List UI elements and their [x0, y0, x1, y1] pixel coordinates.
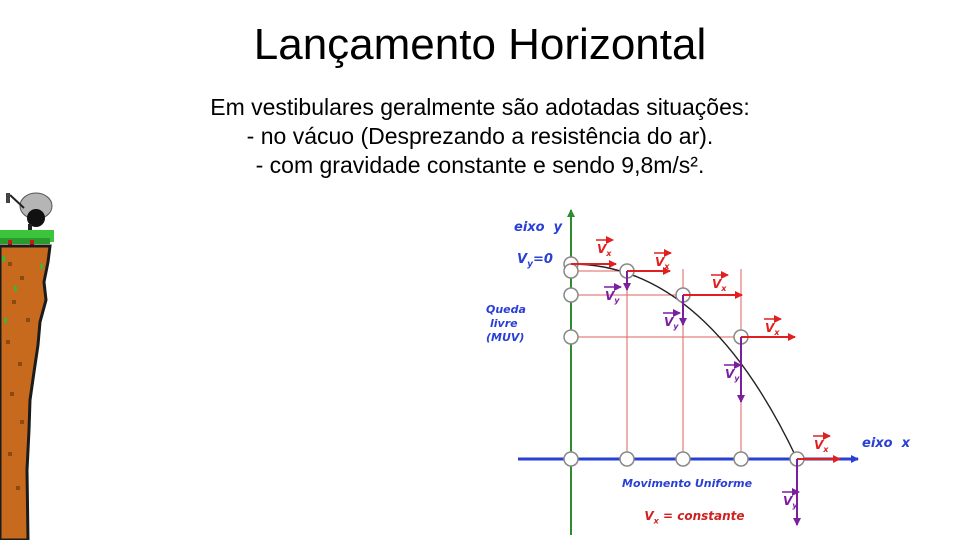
vx-label: $V_x$ — [814, 438, 829, 454]
slide-title: Lançamento Horizontal — [253, 20, 707, 69]
x-projection-ball — [620, 452, 634, 466]
free-fall-line-2: livre — [490, 317, 518, 330]
vy-label: $V_y$ — [725, 367, 740, 383]
y-projection-ball — [564, 452, 578, 466]
vy-zero-rest: =0 — [532, 252, 553, 267]
x-projection-ball — [734, 452, 748, 466]
uniform-motion-label: Movimento Uniforme — [622, 477, 753, 490]
vy-label: $V_y$ — [783, 494, 798, 510]
vx-const-sub: x — [653, 516, 659, 526]
vy-zero-main: V — [517, 252, 528, 267]
x-projection-ball — [676, 452, 690, 466]
vx-label: $V_x$ — [597, 242, 612, 258]
axis-x-label: eixo x — [862, 436, 911, 451]
y-projection-ball — [564, 264, 578, 278]
vx-label: $V_x$ — [765, 321, 780, 337]
vy-zero-sub: y — [527, 259, 533, 270]
free-fall-line-1: Queda — [486, 303, 526, 316]
axis-y-label: eixo y — [514, 220, 563, 235]
vx-label: $V_x$ — [712, 277, 727, 293]
free-fall-line-3: (MUV) — [486, 331, 525, 344]
y-projection-ball — [564, 330, 578, 344]
vy-zero-label — [517, 252, 553, 270]
y-projection-ball — [564, 288, 578, 302]
vx-const-main: V — [644, 509, 654, 523]
body-line-3: - com gravidade constante e sendo 9,8m/s². — [255, 152, 705, 178]
body-line-1: Em vestibulares geralmente são adotadas situações: — [210, 94, 750, 120]
body-line-2: - no vácuo (Desprezando a resistência do ar). — [246, 123, 714, 149]
vy-label: $V_y$ — [605, 289, 620, 305]
free-fall-label — [486, 303, 526, 345]
vx-label: $V_x$ — [655, 255, 670, 271]
vy-label: $V_y$ — [664, 315, 679, 331]
vx-const-rest: = constante — [658, 509, 745, 523]
vx-constant-label — [636, 495, 745, 525]
